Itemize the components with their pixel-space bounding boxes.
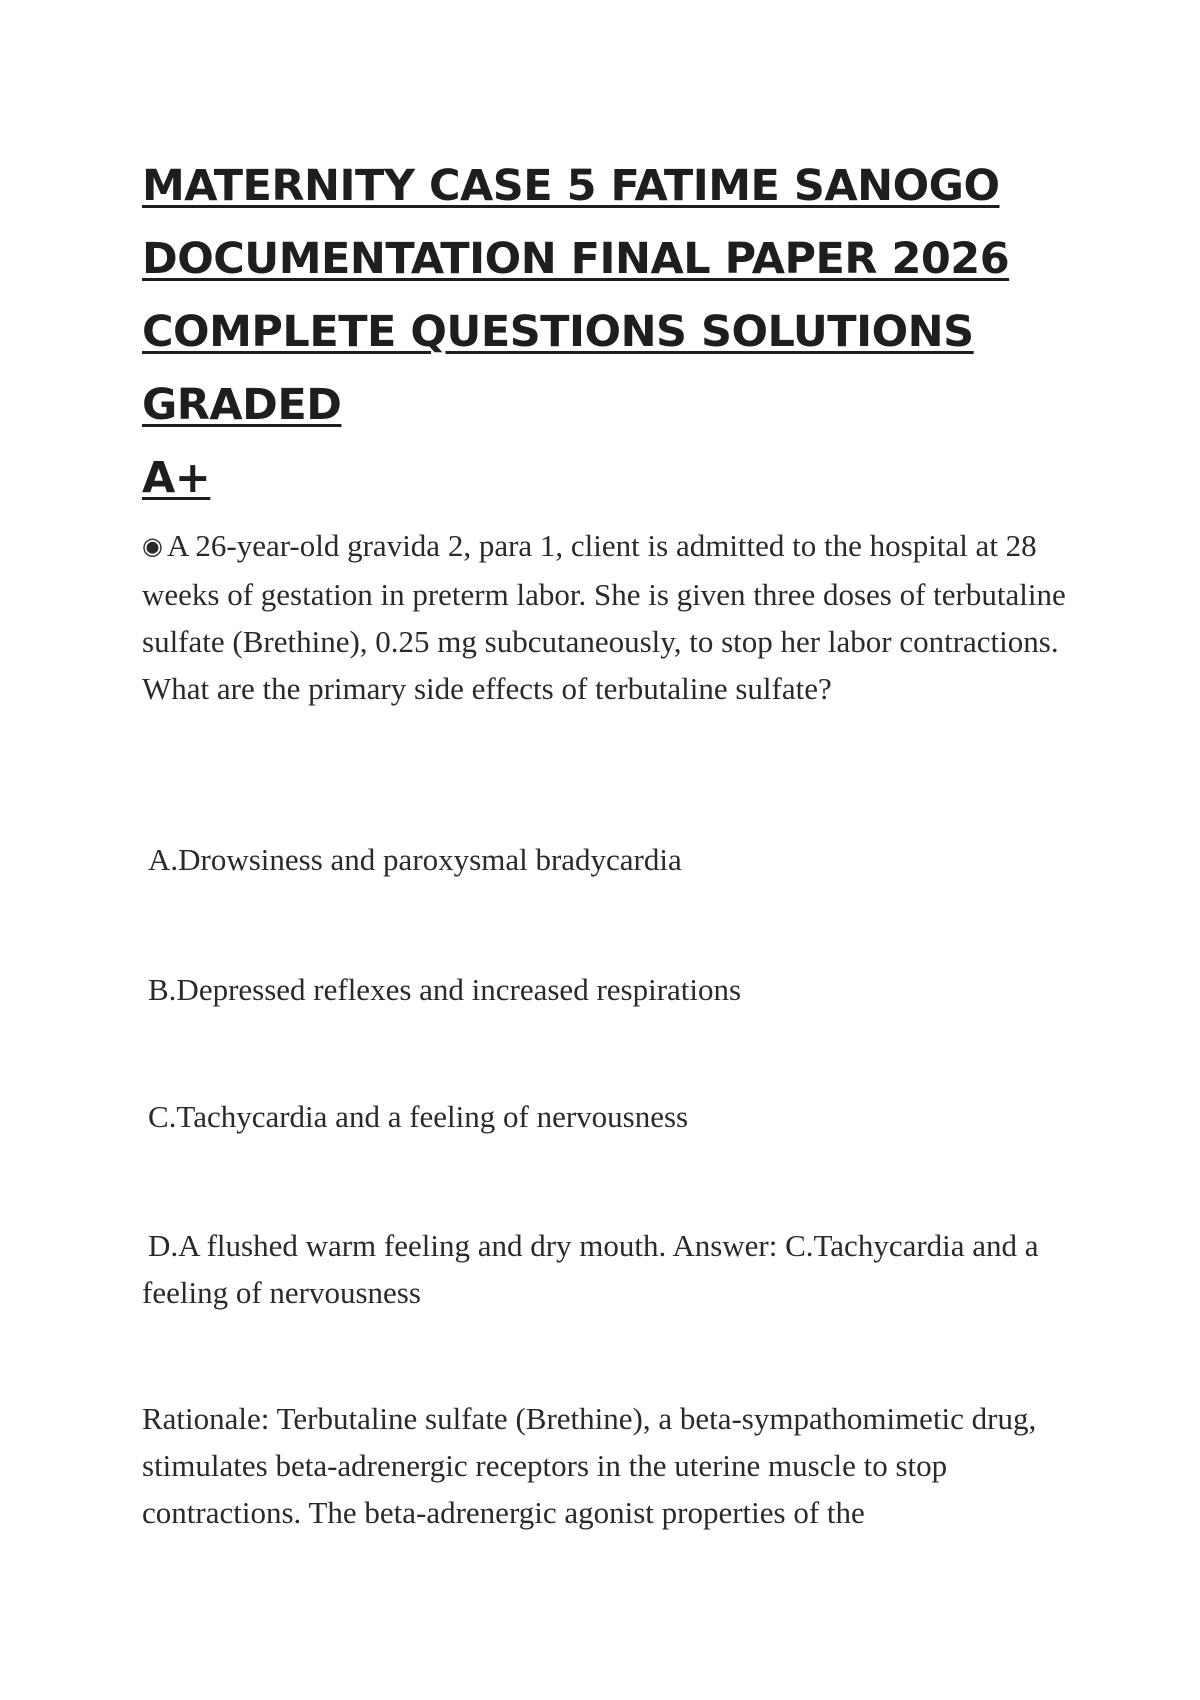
title-line-1: MATERNITY CASE 5 FATIME SANOGO	[142, 161, 1000, 211]
question-paragraph	[142, 522, 1072, 712]
radio-bullet-icon: ◉	[142, 534, 163, 560]
option-d-text: D.A flushed warm feeling and dry mouth. Answer: C.Tachycardia and a feeling of nervousness	[142, 1228, 1039, 1310]
title-line-3: COMPLETE QUESTIONS SOLUTIONS GRADED	[142, 307, 974, 430]
rationale-paragraph: Rationale: Terbutaline sulfate (Brethine), a beta-sympathomimetic drug, stimulates beta-adrenergic receptors in the uterine muscle to stop contractions. The beta-adrenergic agonist properties of the	[142, 1401, 1037, 1530]
document-title	[142, 150, 1072, 515]
question-text: A 26-year-old gravida 2, para 1, client is admitted to the hospital at 28 weeks of gestation in preterm labor. She is given three doses of terbutaline sulfate (Brethine), 0.25 mg subcutaneously, to stop her labor contractions. What are the primary side effects of terbutaline sulfate?	[142, 528, 1066, 706]
option-d-with-answer	[142, 1222, 1072, 1316]
option-b: B.Depressed reflexes and increased respirations	[148, 972, 742, 1007]
title-line-4: A+	[142, 453, 211, 503]
option-c: C.Tachycardia and a feeling of nervousness	[148, 1099, 689, 1134]
option-a: A.Drowsiness and paroxysmal bradycardia	[148, 842, 682, 877]
title-line-2: DOCUMENTATION FINAL PAPER 2026	[142, 234, 1010, 284]
